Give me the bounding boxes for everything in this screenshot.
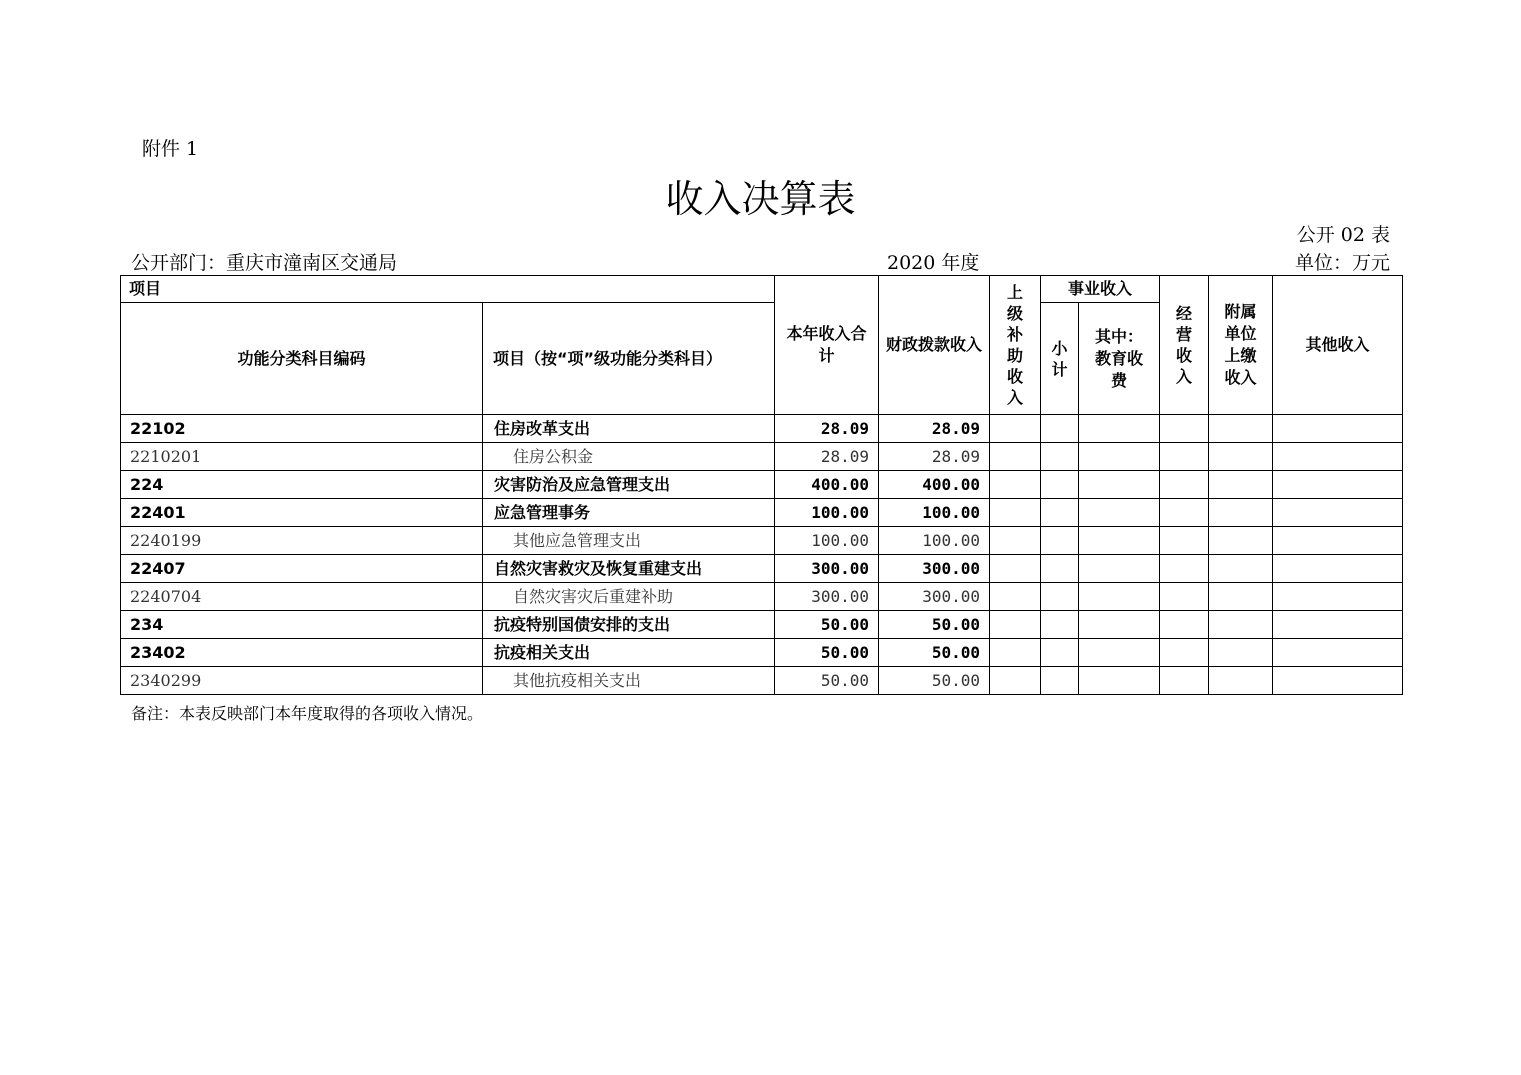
- table-row: [121, 611, 1403, 639]
- cell-education: [1079, 415, 1160, 443]
- cell-fiscal: 300.00: [879, 555, 990, 583]
- table-row: [121, 527, 1403, 555]
- cell-subtotal: [1041, 415, 1079, 443]
- cell-superior: [990, 555, 1041, 583]
- cell-affiliated: [1209, 471, 1273, 499]
- cell-other: [1273, 611, 1403, 639]
- table-row: [121, 555, 1403, 583]
- cell-subtotal: [1041, 611, 1079, 639]
- cell-total: 50.00: [775, 667, 879, 695]
- header-affiliated: 附属单位上缴收入: [1209, 276, 1273, 415]
- cell-operating: [1160, 611, 1209, 639]
- cell-affiliated: [1209, 527, 1273, 555]
- cell-item-name: 灾害防治及应急管理支出: [483, 471, 775, 499]
- cell-code: 22102: [121, 415, 483, 443]
- cell-item-name: 住房公积金: [483, 443, 775, 471]
- cell-total: 50.00: [775, 639, 879, 667]
- cell-affiliated: [1209, 415, 1273, 443]
- cell-total: 300.00: [775, 555, 879, 583]
- header-business: 事业收入: [1041, 276, 1160, 303]
- cell-operating: [1160, 639, 1209, 667]
- cell-item-name: 自然灾害救灾及恢复重建支出: [483, 555, 775, 583]
- cell-code: 2240704: [121, 583, 483, 611]
- header-other: 其他收入: [1273, 276, 1403, 415]
- cell-code: 22407: [121, 555, 483, 583]
- cell-superior: [990, 527, 1041, 555]
- cell-education: [1079, 443, 1160, 471]
- cell-fiscal: 400.00: [879, 471, 990, 499]
- header-item: 项目（按“项”级功能分类科目）: [483, 303, 775, 415]
- cell-other: [1273, 555, 1403, 583]
- cell-education: [1079, 499, 1160, 527]
- cell-total: 28.09: [775, 415, 879, 443]
- cell-affiliated: [1209, 555, 1273, 583]
- header-subtotal: 小计: [1041, 303, 1079, 415]
- header-total: 本年收入合计: [775, 276, 879, 415]
- cell-subtotal: [1041, 527, 1079, 555]
- cell-item-name: 应急管理事务: [483, 499, 775, 527]
- cell-education: [1079, 471, 1160, 499]
- cell-superior: [990, 639, 1041, 667]
- cell-other: [1273, 667, 1403, 695]
- table-note: 备注：本表反映部门本年度取得的各项收入情况。: [131, 704, 484, 723]
- cell-item-name: 住房改革支出: [483, 415, 775, 443]
- cell-other: [1273, 415, 1403, 443]
- department-label: 公开部门：重庆市潼南区交通局: [131, 252, 398, 274]
- cell-subtotal: [1041, 471, 1079, 499]
- cell-total: 400.00: [775, 471, 879, 499]
- cell-operating: [1160, 527, 1209, 555]
- cell-subtotal: [1041, 667, 1079, 695]
- cell-item-name: 其他抗疫相关支出: [483, 667, 775, 695]
- cell-superior: [990, 667, 1041, 695]
- cell-other: [1273, 443, 1403, 471]
- unit-label: 单位：万元: [1294, 252, 1390, 274]
- cell-total: 100.00: [775, 527, 879, 555]
- cell-total: 50.00: [775, 611, 879, 639]
- cell-fiscal: 28.09: [879, 443, 990, 471]
- cell-education: [1079, 611, 1160, 639]
- header-operating: 经营收入: [1160, 276, 1209, 415]
- cell-operating: [1160, 415, 1209, 443]
- page-title: 收入决算表: [665, 177, 856, 221]
- cell-fiscal: 100.00: [879, 499, 990, 527]
- cell-operating: [1160, 499, 1209, 527]
- cell-fiscal: 100.00: [879, 527, 990, 555]
- cell-fiscal: 50.00: [879, 667, 990, 695]
- fiscal-year: 2020 年度: [887, 252, 980, 274]
- cell-operating: [1160, 583, 1209, 611]
- table-row: [121, 583, 1403, 611]
- cell-superior: [990, 415, 1041, 443]
- header-code: 功能分类科目编码: [121, 303, 483, 415]
- table-row: [121, 471, 1403, 499]
- cell-item-name: 抗疫相关支出: [483, 639, 775, 667]
- cell-operating: [1160, 443, 1209, 471]
- cell-code: 23402: [121, 639, 483, 667]
- cell-code: 2240199: [121, 527, 483, 555]
- cell-item-name: 其他应急管理支出: [483, 527, 775, 555]
- cell-operating: [1160, 667, 1209, 695]
- attachment-label: 附件 1: [142, 138, 199, 160]
- cell-education: [1079, 667, 1160, 695]
- cell-operating: [1160, 471, 1209, 499]
- cell-code: 234: [121, 611, 483, 639]
- cell-other: [1273, 499, 1403, 527]
- cell-superior: [990, 583, 1041, 611]
- header-project: 项目: [121, 276, 775, 303]
- cell-affiliated: [1209, 667, 1273, 695]
- cell-affiliated: [1209, 499, 1273, 527]
- cell-code: 2340299: [121, 667, 483, 695]
- cell-other: [1273, 583, 1403, 611]
- table-row: [121, 667, 1403, 695]
- cell-fiscal: 300.00: [879, 583, 990, 611]
- table-row: [121, 499, 1403, 527]
- header-fiscal: 财政拨款收入: [879, 276, 990, 415]
- cell-total: 28.09: [775, 443, 879, 471]
- header-education: 其中：教育收费: [1079, 303, 1160, 415]
- cell-code: 22401: [121, 499, 483, 527]
- cell-item-name: 抗疫特别国债安排的支出: [483, 611, 775, 639]
- cell-education: [1079, 639, 1160, 667]
- table-row: [121, 639, 1403, 667]
- cell-total: 300.00: [775, 583, 879, 611]
- form-number: 公开 02 表: [1296, 224, 1390, 246]
- cell-affiliated: [1209, 443, 1273, 471]
- cell-affiliated: [1209, 611, 1273, 639]
- cell-item-name: 自然灾害灾后重建补助: [483, 583, 775, 611]
- income-final-accounts-table: [120, 275, 1403, 695]
- cell-code: 224: [121, 471, 483, 499]
- table-row: [121, 443, 1403, 471]
- cell-subtotal: [1041, 499, 1079, 527]
- cell-affiliated: [1209, 583, 1273, 611]
- table-row: [121, 415, 1403, 443]
- header-superior: 上级补助收入: [990, 276, 1041, 415]
- cell-education: [1079, 555, 1160, 583]
- cell-total: 100.00: [775, 499, 879, 527]
- cell-other: [1273, 639, 1403, 667]
- cell-fiscal: 50.00: [879, 611, 990, 639]
- cell-subtotal: [1041, 583, 1079, 611]
- cell-superior: [990, 471, 1041, 499]
- cell-education: [1079, 583, 1160, 611]
- cell-operating: [1160, 555, 1209, 583]
- cell-subtotal: [1041, 443, 1079, 471]
- cell-affiliated: [1209, 639, 1273, 667]
- cell-other: [1273, 471, 1403, 499]
- cell-superior: [990, 443, 1041, 471]
- cell-code: 2210201: [121, 443, 483, 471]
- cell-superior: [990, 611, 1041, 639]
- cell-subtotal: [1041, 639, 1079, 667]
- cell-superior: [990, 499, 1041, 527]
- cell-other: [1273, 527, 1403, 555]
- cell-subtotal: [1041, 555, 1079, 583]
- cell-education: [1079, 527, 1160, 555]
- cell-fiscal: 50.00: [879, 639, 990, 667]
- cell-fiscal: 28.09: [879, 415, 990, 443]
